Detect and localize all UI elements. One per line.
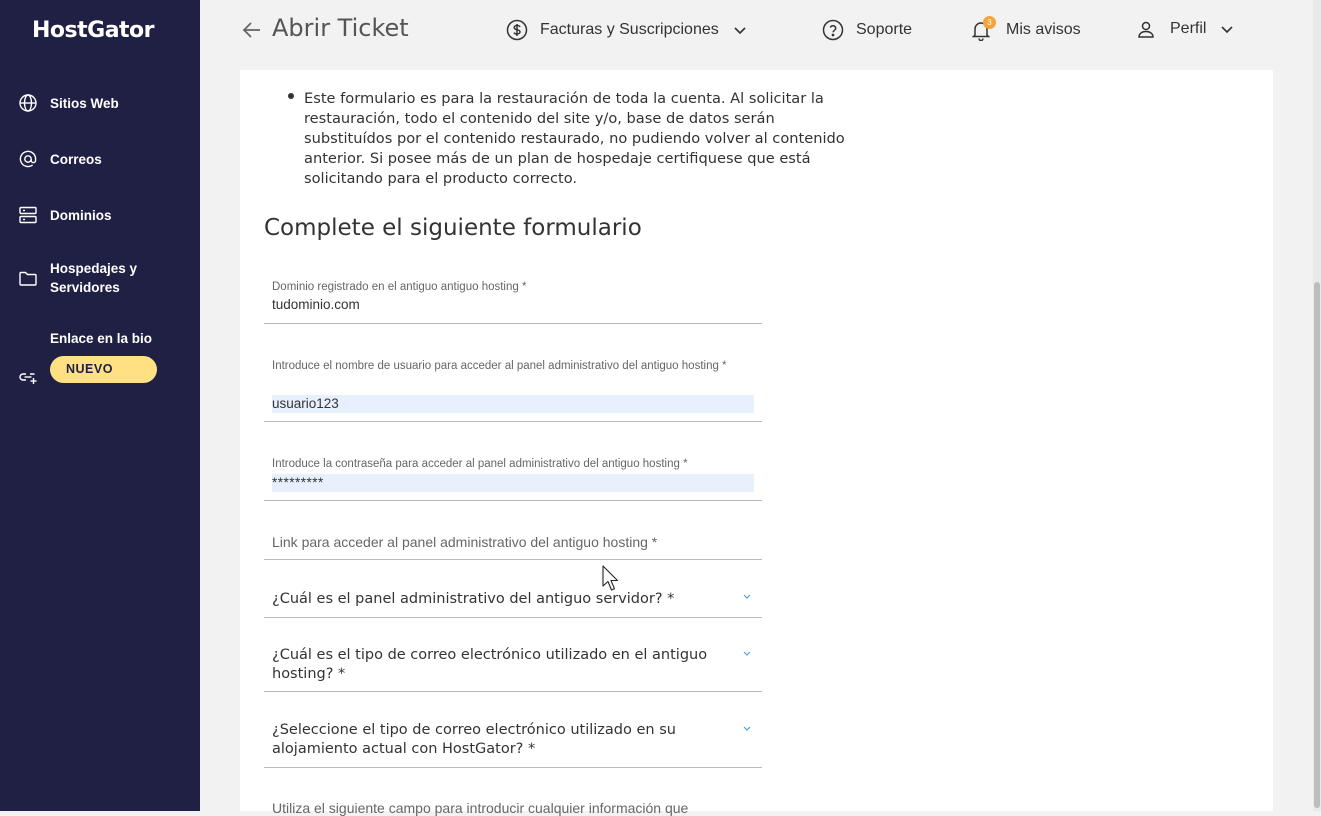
page-title: Abrir Ticket: [272, 14, 409, 42]
new-badge: NUEVO: [50, 356, 157, 383]
support-link[interactable]: [822, 19, 912, 41]
domain-field-label: Dominio registrado en el antiguo antiguo hosting *: [272, 281, 527, 293]
chevron-down-icon: [1220, 22, 1234, 36]
chevron-down-icon: [733, 23, 747, 37]
chevron-down-icon: [742, 650, 752, 658]
sidebar-item-correos[interactable]: [18, 149, 102, 169]
sidebar-item-sitios-web[interactable]: [18, 93, 119, 113]
link-field-label: Link para acceder al panel administrativo del antiguo hosting *: [272, 534, 658, 550]
notification-count-badge: 3: [983, 16, 996, 29]
password-field-label: Introduce la contraseña para acceder al panel administrativo del antiguo hosting *: [272, 458, 688, 470]
extra-info-label: Utiliza el siguiente campo para introducir cualquier información que: [272, 800, 689, 816]
sidebar-item-label: Enlace en la bio: [50, 331, 153, 346]
form-title: Complete el siguiente formulario: [264, 215, 642, 241]
server-icon: [18, 205, 38, 225]
panel-select-label: ¿Cuál es el panel administrativo del antiguo servidor? *: [272, 591, 675, 607]
sidebar: [0, 0, 200, 811]
globe-icon: [18, 93, 38, 113]
old-email-select[interactable]: [264, 646, 762, 692]
link-add-icon: [18, 367, 38, 387]
sidebar-item-label: Hospedajes y Servidores: [50, 261, 138, 295]
help-circle-icon: [822, 19, 844, 41]
domain-field[interactable]: [264, 278, 762, 324]
sidebar-item-hospedajes[interactable]: [18, 259, 178, 297]
support-label: Soporte: [856, 21, 913, 38]
mouse-cursor-icon: [602, 565, 622, 593]
notifications-label: Mis avisos: [1006, 21, 1081, 38]
billing-menu[interactable]: [506, 19, 755, 41]
username-input[interactable]: [272, 395, 754, 413]
username-field[interactable]: [264, 357, 762, 422]
sidebar-item-label: Correos: [50, 151, 102, 167]
sidebar-item-label: Sitios Web: [50, 95, 119, 111]
at-icon: [18, 149, 38, 169]
chevron-down-icon: [742, 593, 752, 601]
sidebar-item-dominios[interactable]: [18, 205, 112, 225]
domain-input[interactable]: [272, 296, 754, 314]
scrollbar-thumb[interactable]: [1314, 282, 1320, 808]
username-field-label: Introduce el nombre de usuario para acceder al panel administrativo del antiguo hosting *: [272, 360, 727, 372]
user-icon: [1136, 19, 1156, 39]
profile-menu[interactable]: [1136, 19, 1242, 39]
panel-select[interactable]: [264, 589, 762, 618]
password-input[interactable]: [272, 474, 754, 492]
old-email-select-label: ¿Cuál es el tipo de correo electrónico utilizado en el antiguo hosting? *: [272, 647, 708, 682]
new-email-select-label: ¿Seleccione el tipo de correo electrónico utilizado en su alojamiento actual con HostGator? *: [272, 722, 676, 757]
hostgator-logo[interactable]: HostGator: [32, 18, 155, 43]
bullet-dot: [288, 93, 294, 99]
dollar-circle-icon: [506, 19, 528, 41]
intro-text: Este formulario es para la restauración de toda la cuenta. Al solicitar la restauración, todo el contenido del site y/o, base de datos serán substituídos por el contenido restaurado, no pudiendo volver al contenido anterior. Si posee más de un plan de hospedaje certifiquese que está solicitando para el producto correcto.: [304, 90, 845, 187]
password-field[interactable]: [264, 455, 762, 501]
link-field[interactable]: [264, 533, 762, 560]
back-arrow-icon[interactable]: [242, 19, 262, 41]
chevron-down-icon: [742, 725, 752, 733]
new-email-select[interactable]: [264, 721, 762, 768]
folder-icon: [18, 268, 38, 288]
profile-label: Perfil: [1170, 20, 1207, 37]
billing-label: Facturas y Suscripciones: [540, 21, 719, 38]
sidebar-item-label: Dominios: [50, 207, 112, 223]
